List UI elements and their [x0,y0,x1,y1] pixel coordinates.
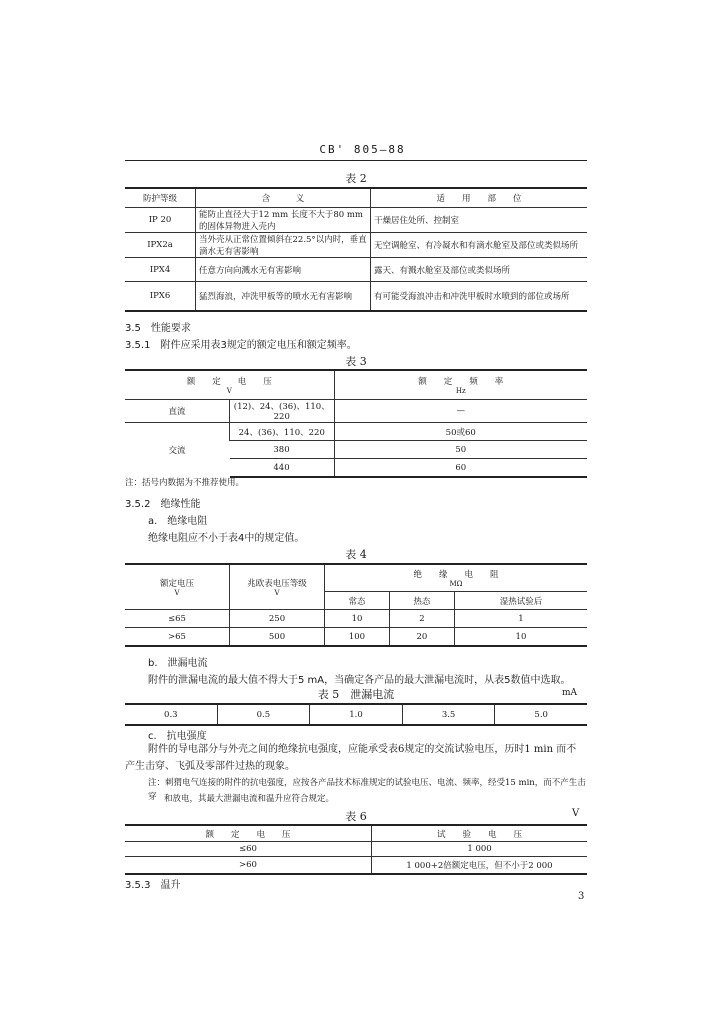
table3-voltage: (12)、24、(36)、110、220 [230,400,335,423]
table6-test: 1 000 [372,842,588,857]
table2-meaning: 能防止直径大于12 mm 长度不大于80 mm的固体异物进入壳内 [196,208,371,233]
table4 [125,563,587,647]
table2-header-row [125,188,587,208]
table6-header-test: 试 验 电 压 [372,825,588,842]
table4-header-megger [230,564,325,610]
table4-rated: >65 [125,628,230,647]
table3-freq: 50或60 [334,423,587,441]
table4-caption: 表 4 [345,548,367,561]
table4-damp: 1 [454,610,587,628]
section-c-note-line2: 和放电，其最大泄漏电流和温升应符合规定。 [164,794,335,804]
table3-kind: 直流 [125,400,230,423]
section-a-title: a. 绝缘电阻 [148,516,208,527]
table3-header-voltage [125,370,334,400]
table4-header-damp: 湿热试验后 [454,592,587,610]
section-3-5-2-title: 3.5.2 绝缘性能 [125,499,201,510]
table-row [125,282,587,312]
table4-header-rated-unit: V [174,589,180,597]
table5-caption: 表 5 泄漏电流 [317,688,395,701]
table3-header-row [125,370,587,400]
table-row [125,842,587,857]
table3-freq: — [334,400,587,423]
table4-header-rated-label: 额定电压 [159,579,194,589]
table-row [125,400,587,423]
table2-header-grade: 防护等级 [125,188,196,208]
table-row [125,857,587,875]
table2-meaning: 任意方向向溅水无有害影响 [196,258,371,282]
table2-grade: IPX2a [125,233,196,258]
table6-caption: 表 6 [345,810,367,823]
table-row [125,704,587,725]
table6-unit: V [572,808,580,819]
header-rule [125,160,587,161]
section-3-5-title: 3.5 性能要求 [125,323,191,334]
table4-header-row [125,564,587,592]
table3-header-freq-unit: Hz [455,387,466,395]
section-3-5-1-text: 3.5.1 附件应采用表3规定的额定电压和额定频率。 [125,340,357,351]
section-b-title: b. 泄漏电流 [148,658,208,669]
table6-rated: ≤60 [125,842,372,857]
table4-header-megger-unit: V [274,589,280,597]
table4-header-resist-label: 绝 缘 电 阻 [413,570,499,580]
table5-value: 5.0 [495,704,587,725]
table4-hot: 2 [389,610,454,628]
table3 [125,369,587,478]
table2-location: 有可能受海浪冲击和冲洗甲板时水喷到的部位或场所 [371,282,588,312]
table4-rated: ≤65 [125,610,230,628]
table3-header-voltage-label: 额 定 电 压 [186,377,272,387]
standard-code-header: CB' 805—88 [319,143,406,156]
table-row [125,208,587,233]
table2-grade: IPX6 [125,282,196,312]
table4-normal: 100 [325,628,390,647]
table3-caption: 表 3 [345,355,367,368]
table2-location: 干燥居住处所、控制室 [371,208,588,233]
table3-kind: 交流 [125,423,230,478]
table2-meaning: 当外壳从正常位置倾斜在22.5°以内时，垂直滴水无有害影响 [196,233,371,258]
table5-value: 0.5 [217,704,310,725]
table4-megger: 250 [230,610,325,628]
table6 [125,824,587,875]
table2-grade: IP 20 [125,208,196,233]
table4-header-resist-unit: MΩ [449,580,463,588]
section-c-text-line1: 附件的导电部分与外壳之间的绝缘抗电强度，应能承受表6规定的交流试验电压，历时1 min 而不 [148,744,577,755]
section-c-text-line2: 产生击穿、飞弧及零部件过热的现象。 [125,761,295,772]
table2 [125,187,587,312]
table4-header-rated [125,564,230,610]
table-row [125,423,587,441]
table-row [125,628,587,647]
table-row [125,233,587,258]
table3-note: 注：括号内数据为不推荐使用。 [125,478,245,488]
table2-header-meaning: 含 义 [196,188,371,208]
table3-header-freq [334,370,587,400]
table-row [125,258,587,282]
table5-value: 1.0 [310,704,403,725]
table4-header-megger-label: 兆欧表电压等级 [247,579,307,589]
table2-header-location: 适 用 部 位 [371,188,588,208]
section-c-note-line1: 注：刺猬电气连接的附件的抗电强度，应按各产品技术标准规定的试验电压、电流、频率，经受15 min，而不产生击穿 [148,778,586,802]
table2-location: 无空调舱室、有冷凝水和有滴水舱室及部位或类似场所 [371,233,588,258]
table-row [125,610,587,628]
table3-freq: 60 [334,459,587,478]
table3-header-freq-label: 额 定 频 率 [418,377,504,387]
page-number: 3 [578,891,585,902]
table3-header-voltage-unit: V [226,387,232,395]
section-c-title: c. 抗电强度 [148,731,207,742]
table3-voltage: 24、(36)、110、220 [230,423,335,441]
table6-test: 1 000+2倍额定电压，但不小于2 000 [372,857,588,875]
table5 [125,703,587,726]
section-a-text: 绝缘电阻应不小于表4中的规定值。 [148,533,305,544]
table5-unit: mA [562,688,578,698]
table4-hot: 20 [389,628,454,647]
table5-value: 3.5 [402,704,495,725]
table4-damp: 10 [454,628,587,647]
table2-caption: 表 2 [345,172,367,185]
table5-value: 0.3 [125,704,217,725]
table4-header-normal: 常态 [325,592,390,610]
table4-normal: 10 [325,610,390,628]
table3-voltage: 440 [230,459,335,478]
table6-rated: >60 [125,857,372,875]
table6-header-row [125,825,587,842]
section-3-5-3-title: 3.5.3 温升 [125,880,181,891]
section-b-text: 附件的泄漏电流的最大值不得大于5 mA，当确定各产品的最大泄漏电流时，从表5数值中选取。 [148,675,571,686]
table2-meaning: 猛烈海浪，冲洗甲板等的喷水无有害影响 [196,282,371,312]
table3-freq: 50 [334,441,587,459]
table4-megger: 500 [230,628,325,647]
table6-header-rated: 额 定 电 压 [125,825,372,842]
table2-location: 露天、有溅水舱室及部位或类似场所 [371,258,588,282]
table4-header-hot: 热态 [389,592,454,610]
table4-header-resist [325,564,588,592]
table3-voltage: 380 [230,441,335,459]
table2-grade: IPX4 [125,258,196,282]
